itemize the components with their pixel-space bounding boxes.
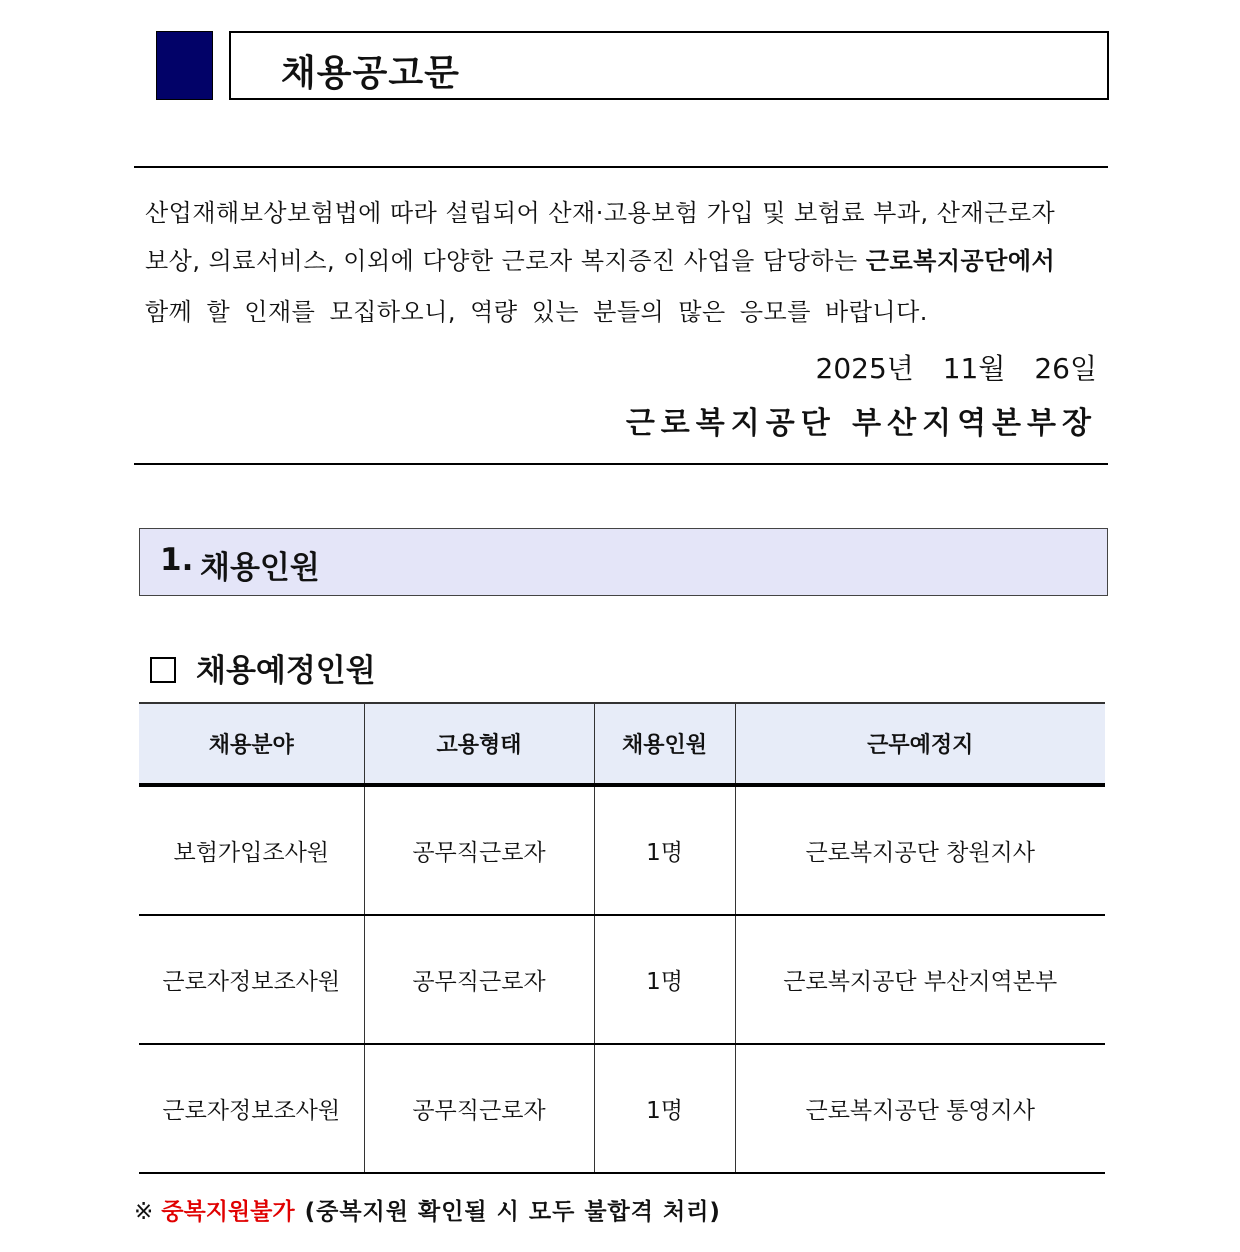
note-detail: (중복지원 확인될 시 모두 불합격 처리) <box>304 1199 721 1225</box>
divider-top <box>134 166 1108 168</box>
reference-mark: ※ <box>134 1199 154 1225</box>
header-cell-location: 근무예정지 <box>735 703 1105 785</box>
cell-location: 근로복지공단 통영지사 <box>735 1044 1105 1173</box>
cell-field: 보험가입조사원 <box>139 785 364 915</box>
table-row <box>139 785 1105 915</box>
note-highlight: 중복지원불가 <box>161 1199 295 1225</box>
cell-type: 공무직근로자 <box>364 915 594 1044</box>
notice-date: 2025년 11월 26일 <box>815 352 1097 385</box>
intro-line-3: 함께 할 인재를 모집하오니, 역량 있는 분들의 많은 응모를 바랍니다. <box>145 298 928 326</box>
signer: 근로복지공단 부산지역본부장 <box>625 406 1097 441</box>
cell-field: 근로자정보조사원 <box>139 1044 364 1173</box>
cell-type: 공무직근로자 <box>364 1044 594 1173</box>
header-cell-count: 채용인원 <box>594 703 735 785</box>
subsection-title: 채용예정인원 <box>196 653 376 689</box>
header-cell-type: 고용형태 <box>364 703 594 785</box>
page-title: 채용공고문 <box>281 53 460 94</box>
intro-line-2 <box>145 241 1090 276</box>
checkbox-square-icon <box>150 657 176 683</box>
cell-type: 공무직근로자 <box>364 785 594 915</box>
duplicate-application-note <box>134 1193 721 1226</box>
cell-location: 근로복지공단 부산지역본부 <box>735 915 1105 1044</box>
table-row <box>139 915 1105 1044</box>
header-cell-field: 채용분야 <box>139 703 364 785</box>
section-number: 1. <box>160 542 194 578</box>
cell-count: 1명 <box>594 785 735 915</box>
section-title: 채용인원 <box>200 550 320 586</box>
section-header <box>139 528 1108 596</box>
cell-count: 1명 <box>594 1044 735 1173</box>
divider-bottom <box>134 463 1108 465</box>
recruitment-table <box>139 702 1105 1174</box>
subsection-heading <box>150 645 376 690</box>
cell-location: 근로복지공단 창원지사 <box>735 785 1105 915</box>
cell-field: 근로자정보조사원 <box>139 915 364 1044</box>
cell-count: 1명 <box>594 915 735 1044</box>
table-header-row <box>139 703 1105 785</box>
title-box <box>229 31 1109 100</box>
intro-line-1: 산업재해보상보험법에 따라 설립되어 산재·고용보험 가입 및 보험료 부과, 산재근로자 <box>145 199 1056 227</box>
intro-line-2-bold: 근로복지공단에서 <box>865 247 1056 275</box>
table-row <box>139 1044 1105 1173</box>
intro-line-2-text: 보상, 의료서비스, 이외에 다양한 근로자 복지증진 사업을 담당하는 <box>145 247 866 275</box>
title-accent-square <box>156 31 213 100</box>
